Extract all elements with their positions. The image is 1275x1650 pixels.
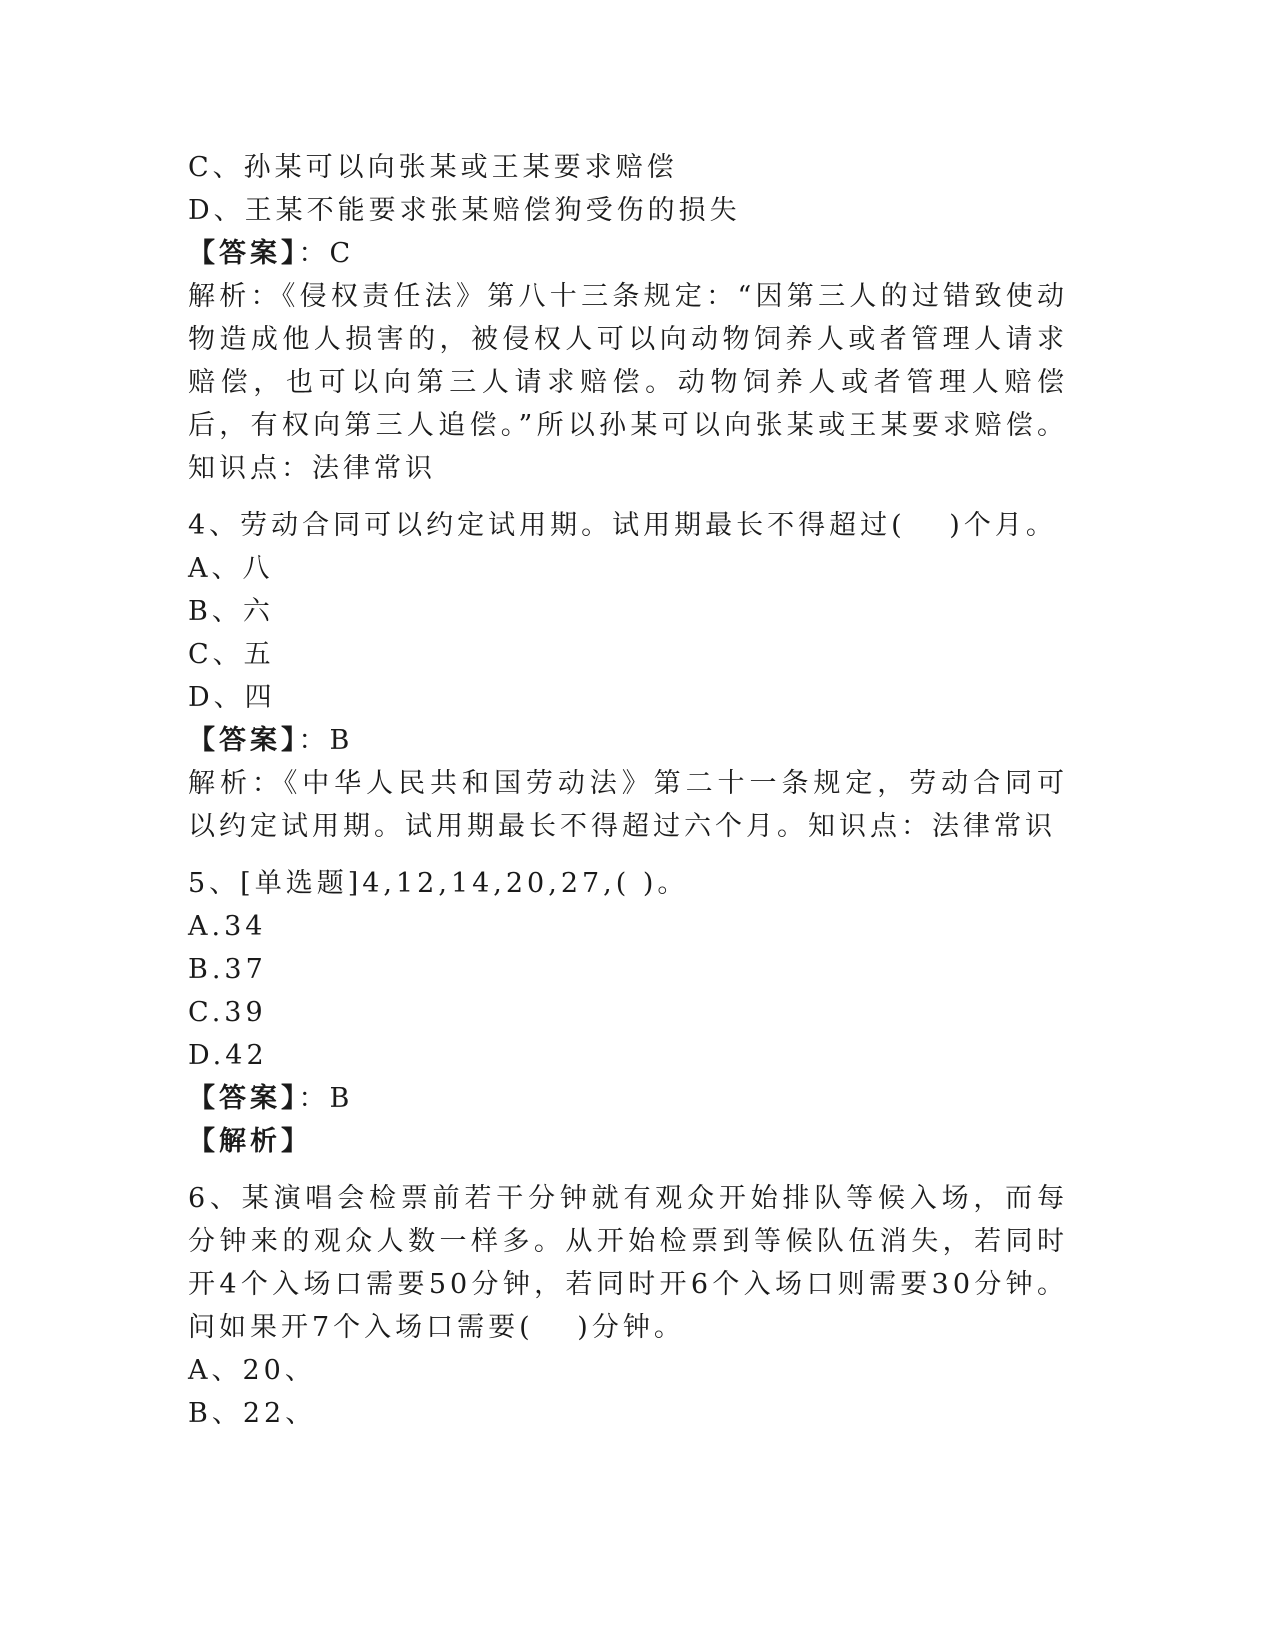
answer-value: ：C: [298, 238, 355, 269]
q4-option-a: A、八: [188, 553, 274, 584]
answer-label: 【答案】: [188, 1083, 299, 1114]
q5-analysis-label: 【解析】: [188, 1126, 312, 1157]
answer-label: 【答案】: [188, 238, 299, 269]
q3-option-c: C、孙某可以向张某或王某要求赔偿: [188, 152, 678, 183]
q6-option-b: B、22、: [188, 1398, 317, 1429]
q4-option-c: C、五: [188, 639, 275, 670]
q3-analysis: 解析：《侵权责任法》第八十三条规定：“因第三人的过错致使动物造成他人损害的，被侵权人可以向动物饲养人或者管理人请求赔偿，也可以向第三人请求赔偿。动物饲养人或者管理人赔偿后，有权向第三人追偿。”所以孙某可以向张某或王某要求赔偿。知识点：法律常识: [188, 281, 1068, 484]
q3-option-d: D、王某不能要求张某赔偿狗受伤的损失: [188, 195, 741, 226]
q6-option-a: A、20、: [188, 1355, 316, 1386]
q4-answer: [188, 719, 1068, 762]
q5-option-b: B.37: [188, 954, 267, 985]
q4-analysis: 解析：《中华人民共和国劳动法》第二十一条规定，劳动合同可以约定试用期。试用期最长不得超过六个月。知识点：法律常识: [188, 768, 1068, 842]
q5-option-d: D.42: [188, 1040, 268, 1071]
q5-option-c: C.39: [188, 997, 267, 1028]
document-page: [188, 146, 1068, 1435]
q6-stem: 6、某演唱会检票前若干分钟就有观众开始排队等候入场，而每分钟来的观众人数一样多。从开始检票到等候队伍消失，若同时开4个入场口需要50分钟，若同时开6个入场口则需要30分钟。问如果开7个入场口需要( )分钟。: [188, 1183, 1068, 1343]
q3-answer: [188, 232, 1068, 275]
q4-option-b: B、六: [188, 596, 274, 627]
q5-option-a: A.34: [188, 911, 267, 942]
q4-stem: 4、劳动合同可以约定试用期。试用期最长不得超过( )个月。: [188, 510, 1057, 541]
answer-value: ：B: [298, 1083, 354, 1114]
q5-answer: [188, 1077, 1068, 1120]
answer-value: ：B: [298, 725, 354, 756]
q4-option-d: D、四: [188, 682, 276, 713]
answer-label: 【答案】: [188, 725, 299, 756]
q5-stem: 5、[单选题]4,12,14,20,27,( )。: [188, 868, 689, 899]
